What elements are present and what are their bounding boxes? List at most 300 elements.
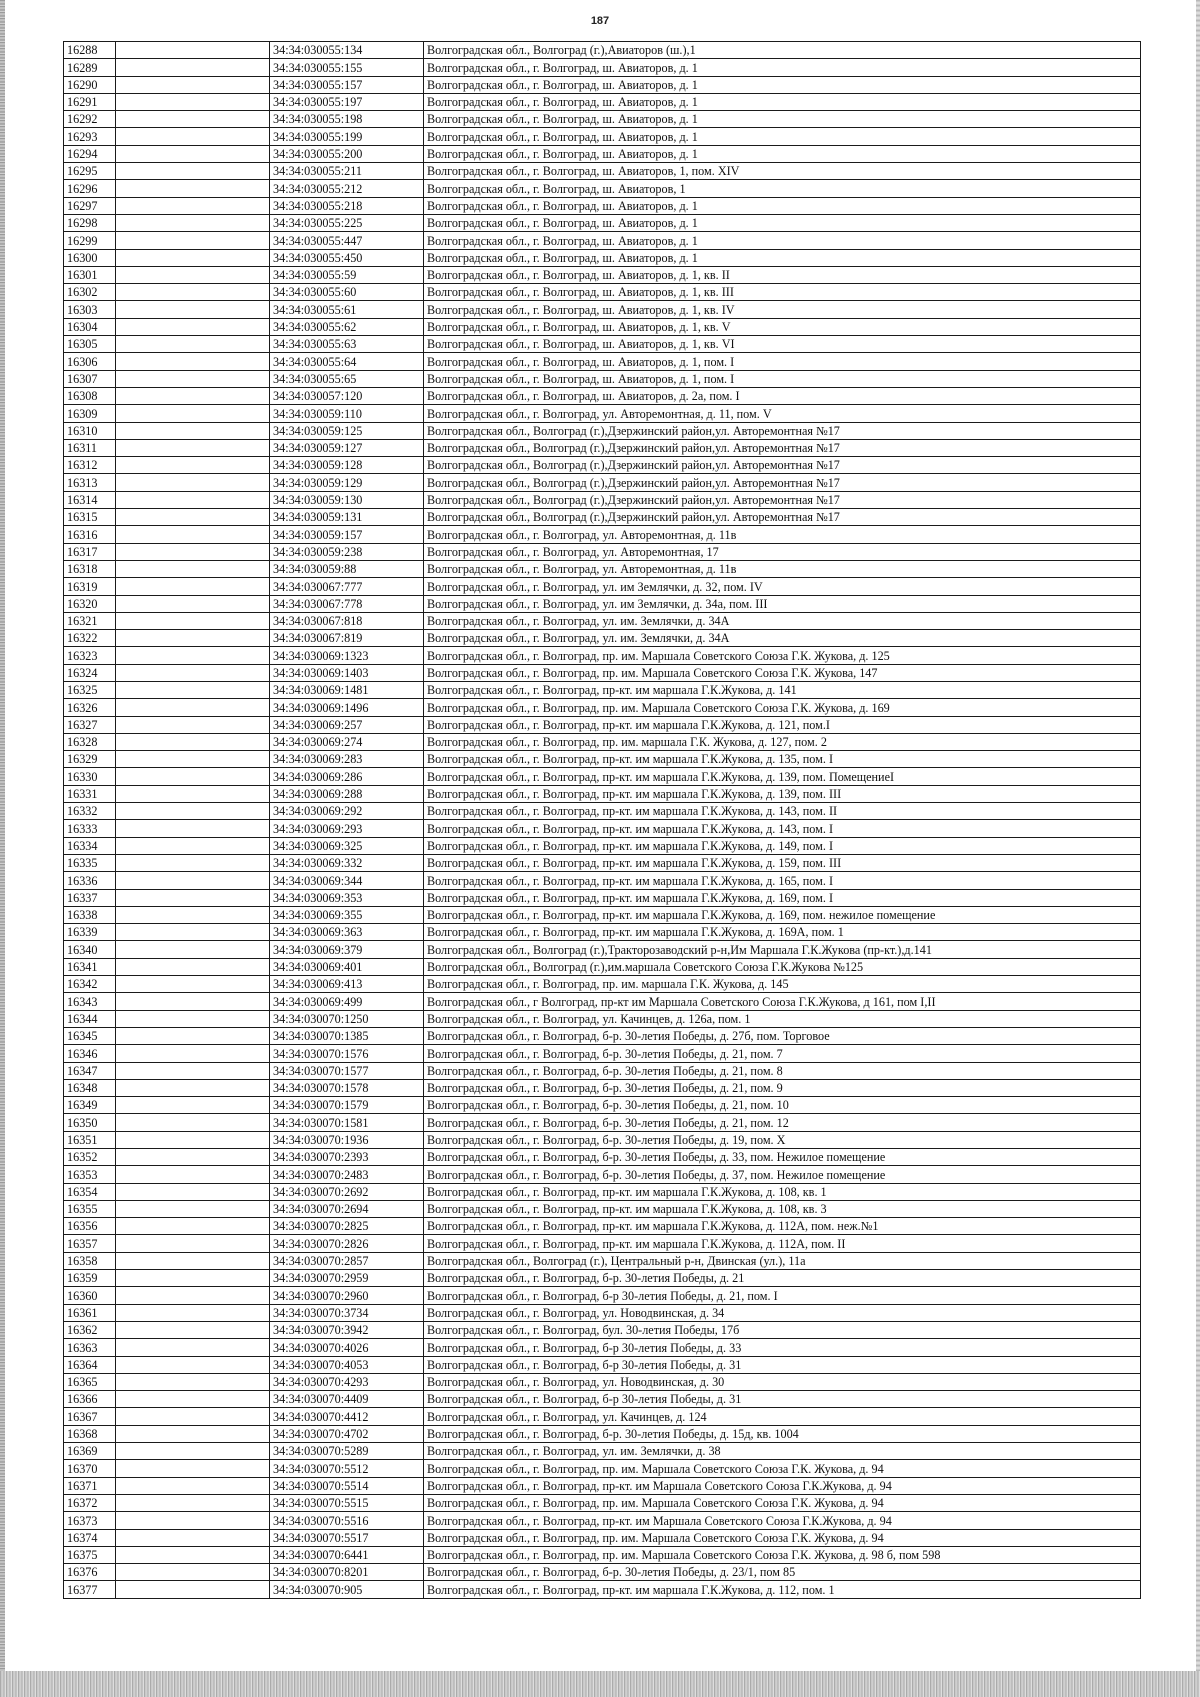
empty-cell <box>116 1149 270 1166</box>
table-row <box>64 1581 1141 1598</box>
address-cell: Волгоградская обл., г. Волгоград, ш. Авиаторов, 1, пом. XIV <box>424 163 1141 180</box>
row-number-cell: 16327 <box>64 716 116 733</box>
empty-cell <box>116 612 270 629</box>
empty-cell <box>116 958 270 975</box>
empty-cell <box>116 387 270 404</box>
row-number-cell: 16300 <box>64 249 116 266</box>
table-row <box>64 837 1141 854</box>
row-number-cell: 16298 <box>64 214 116 231</box>
empty-cell <box>116 526 270 543</box>
table-row <box>64 163 1141 180</box>
address-cell: Волгоградская обл., г Волгоград, пр-кт им Маршала Советского Союза Г.К.Жукова, д 161, пом I,II <box>424 993 1141 1010</box>
scan-edge-right <box>1196 0 1200 1697</box>
empty-cell <box>116 906 270 923</box>
cadastral-number-cell: 34:34:030070:1579 <box>270 1097 424 1114</box>
table-row <box>64 733 1141 750</box>
address-cell: Волгоградская обл., г. Волгоград, ш. Авиаторов, д. 1, пом. I <box>424 370 1141 387</box>
row-number-cell: 16296 <box>64 180 116 197</box>
table-row <box>64 1097 1141 1114</box>
address-cell: Волгоградская обл., г. Волгоград, ул. Качинцев, д. 126а, пом. 1 <box>424 1010 1141 1027</box>
table-row <box>64 1564 1141 1581</box>
table-row <box>64 803 1141 820</box>
address-cell: Волгоградская обл., г. Волгоград, пр-кт. им маршала Г.К.Жукова, д. 169, пом. I <box>424 889 1141 906</box>
cadastral-number-cell: 34:34:030070:2694 <box>270 1200 424 1217</box>
row-number-cell: 16292 <box>64 111 116 128</box>
cadastral-number-cell: 34:34:030059:157 <box>270 526 424 543</box>
row-number-cell: 16363 <box>64 1339 116 1356</box>
cadastral-number-cell: 34:34:030055:157 <box>270 76 424 93</box>
table-row <box>64 1494 1141 1511</box>
cadastral-number-cell: 34:34:030055:62 <box>270 318 424 335</box>
row-number-cell: 16349 <box>64 1097 116 1114</box>
table-row <box>64 1045 1141 1062</box>
table-row <box>64 197 1141 214</box>
table-row <box>64 1149 1141 1166</box>
empty-cell <box>116 1045 270 1062</box>
empty-cell <box>116 1460 270 1477</box>
table-row <box>64 1027 1141 1044</box>
row-number-cell: 16310 <box>64 422 116 439</box>
address-cell: Волгоградская обл., г. Волгоград, пр-кт. им маршала Г.К.Жукова, д. 141 <box>424 681 1141 698</box>
row-number-cell: 16353 <box>64 1166 116 1183</box>
table-row <box>64 1270 1141 1287</box>
empty-cell <box>116 1218 270 1235</box>
address-cell: Волгоградская обл., г. Волгоград, пр. им. маршала Г.К. Жукова, д. 127, пом. 2 <box>424 733 1141 750</box>
address-cell: Волгоградская обл., г. Волгоград, б-р. 30-летия Победы, д. 33, пом. Нежилое помещение <box>424 1149 1141 1166</box>
address-cell: Волгоградская обл., г. Волгоград, пр-кт. им маршала Г.К.Жукова, д. 149, пом. I <box>424 837 1141 854</box>
table-row <box>64 180 1141 197</box>
cadastral-number-cell: 34:34:030070:2826 <box>270 1235 424 1252</box>
table-row <box>64 128 1141 145</box>
row-number-cell: 16323 <box>64 647 116 664</box>
row-number-cell: 16343 <box>64 993 116 1010</box>
address-cell: Волгоградская обл., г. Волгоград, пр-кт. им маршала Г.К.Жукова, д. 108, кв. 1 <box>424 1183 1141 1200</box>
row-number-cell: 16322 <box>64 630 116 647</box>
table-row <box>64 1304 1141 1321</box>
empty-cell <box>116 1391 270 1408</box>
address-cell: Волгоградская обл., г. Волгоград, пр. им. Маршала Советского Союза Г.К. Жукова, д. 94 <box>424 1529 1141 1546</box>
address-cell: Волгоградская обл., Волгоград (г.),Дзержинский район,ул. Авторемонтная №17 <box>424 474 1141 491</box>
table-row <box>64 1339 1141 1356</box>
table-row <box>64 1235 1141 1252</box>
cadastral-number-cell: 34:34:030067:778 <box>270 595 424 612</box>
row-number-cell: 16340 <box>64 941 116 958</box>
cadastral-number-cell: 34:34:030055:63 <box>270 336 424 353</box>
row-number-cell: 16328 <box>64 733 116 750</box>
empty-cell <box>116 214 270 231</box>
cadastral-number-cell: 34:34:030070:5516 <box>270 1512 424 1529</box>
table-row <box>64 457 1141 474</box>
address-cell: Волгоградская обл., г. Волгоград, ш. Авиаторов, д. 1, кв. III <box>424 284 1141 301</box>
table-row <box>64 612 1141 629</box>
table-row <box>64 232 1141 249</box>
table-row <box>64 42 1141 59</box>
row-number-cell: 16333 <box>64 820 116 837</box>
table-row <box>64 370 1141 387</box>
table-row <box>64 1477 1141 1494</box>
row-number-cell: 16366 <box>64 1391 116 1408</box>
row-number-cell: 16332 <box>64 803 116 820</box>
table-row <box>64 664 1141 681</box>
table-row <box>64 1529 1141 1546</box>
address-cell: Волгоградская обл., г. Волгоград, б-р. 30-летия Победы, д. 21, пом. 12 <box>424 1114 1141 1131</box>
address-cell: Волгоградская обл., г. Волгоград, пр. им. Маршала Советского Союза Г.К. Жукова, д. 94 <box>424 1494 1141 1511</box>
empty-cell <box>116 93 270 110</box>
empty-cell <box>116 353 270 370</box>
address-cell: Волгоградская обл., Волгоград (г.),Тракторозаводский р-н,Им Маршала Г.К.Жукова (пр-кт.),д.141 <box>424 941 1141 958</box>
row-number-cell: 16339 <box>64 924 116 941</box>
row-number-cell: 16334 <box>64 837 116 854</box>
table-row <box>64 509 1141 526</box>
table-row <box>64 439 1141 456</box>
empty-cell <box>116 803 270 820</box>
table-row <box>64 318 1141 335</box>
address-cell: Волгоградская обл., г. Волгоград, пр. им. маршала Г.К. Жукова, д. 145 <box>424 976 1141 993</box>
table-row <box>64 993 1141 1010</box>
row-number-cell: 16313 <box>64 474 116 491</box>
cadastral-number-cell: 34:34:030067:818 <box>270 612 424 629</box>
row-number-cell: 16356 <box>64 1218 116 1235</box>
scan-edge-bottom <box>0 1671 1200 1697</box>
empty-cell <box>116 560 270 577</box>
cadastral-number-cell: 34:34:030055:134 <box>270 42 424 59</box>
cadastral-number-cell: 34:34:030070:4702 <box>270 1425 424 1442</box>
address-cell: Волгоградская обл., Волгоград (г.),Дзержинский район,ул. Авторемонтная №17 <box>424 422 1141 439</box>
row-number-cell: 16325 <box>64 681 116 698</box>
address-cell: Волгоградская обл., г. Волгоград, пр-кт. им Маршала Советского Союза Г.К.Жукова, д. 94 <box>424 1477 1141 1494</box>
row-number-cell: 16341 <box>64 958 116 975</box>
cadastral-number-cell: 34:34:030069:325 <box>270 837 424 854</box>
empty-cell <box>116 681 270 698</box>
empty-cell <box>116 197 270 214</box>
address-cell: Волгоградская обл., г. Волгоград, ш. Авиаторов, д. 1, кв. IV <box>424 301 1141 318</box>
cadastral-number-cell: 34:34:030069:274 <box>270 733 424 750</box>
scan-edge-left <box>0 0 5 1697</box>
table-row <box>64 1252 1141 1269</box>
empty-cell <box>116 595 270 612</box>
row-number-cell: 16360 <box>64 1287 116 1304</box>
cadastral-number-cell: 34:34:030070:4026 <box>270 1339 424 1356</box>
cadastral-number-cell: 34:34:030070:4053 <box>270 1356 424 1373</box>
address-cell: Волгоградская обл., г. Волгоград, ул. Авторемонтная, д. 11в <box>424 560 1141 577</box>
address-cell: Волгоградская обл., г. Волгоград, пр-кт. им маршала Г.К.Жукова, д. 159, пом. III <box>424 854 1141 871</box>
cadastral-number-cell: 34:34:030059:131 <box>270 509 424 526</box>
address-cell: Волгоградская обл., г. Волгоград, пр-кт. им маршала Г.К.Жукова, д. 143, пом. II <box>424 803 1141 820</box>
address-cell: Волгоградская обл., Волгоград (г.),Дзержинский район,ул. Авторемонтная №17 <box>424 439 1141 456</box>
address-cell: Волгоградская обл., г. Волгоград, ул. Новодвинская, д. 34 <box>424 1304 1141 1321</box>
address-cell: Волгоградская обл., г. Волгоград, ул. им. Землячки, д. 34А <box>424 612 1141 629</box>
row-number-cell: 16306 <box>64 353 116 370</box>
empty-cell <box>116 872 270 889</box>
table-row <box>64 526 1141 543</box>
row-number-cell: 16294 <box>64 145 116 162</box>
address-cell: Волгоградская обл., г. Волгоград, пр-кт. им маршала Г.К.Жукова, д. 108, кв. 3 <box>424 1200 1141 1217</box>
cadastral-number-cell: 34:34:030055:218 <box>270 197 424 214</box>
empty-cell <box>116 42 270 59</box>
empty-cell <box>116 422 270 439</box>
empty-cell <box>116 1062 270 1079</box>
row-number-cell: 16288 <box>64 42 116 59</box>
address-cell: Волгоградская обл., г. Волгоград, пр-кт. им маршала Г.К.Жукова, д. 169, пом. нежилое помещение <box>424 906 1141 923</box>
empty-cell <box>116 733 270 750</box>
row-number-cell: 16373 <box>64 1512 116 1529</box>
address-cell: Волгоградская обл., г. Волгоград, ул. Качинцев, д. 124 <box>424 1408 1141 1425</box>
table-row <box>64 1546 1141 1563</box>
cadastral-number-cell: 34:34:030070:1936 <box>270 1131 424 1148</box>
cadastral-number-cell: 34:34:030070:6441 <box>270 1546 424 1563</box>
table-row <box>64 906 1141 923</box>
cadastral-number-cell: 34:34:030055:199 <box>270 128 424 145</box>
row-number-cell: 16348 <box>64 1079 116 1096</box>
address-cell: Волгоградская обл., г. Волгоград, ш. Авиаторов, д. 1, кв. VI <box>424 336 1141 353</box>
empty-cell <box>116 664 270 681</box>
row-number-cell: 16314 <box>64 491 116 508</box>
row-number-cell: 16361 <box>64 1304 116 1321</box>
row-number-cell: 16326 <box>64 699 116 716</box>
empty-cell <box>116 924 270 941</box>
row-number-cell: 16369 <box>64 1443 116 1460</box>
table-row <box>64 941 1141 958</box>
table-row <box>64 1079 1141 1096</box>
empty-cell <box>116 1235 270 1252</box>
empty-cell <box>116 1512 270 1529</box>
cadastral-number-cell: 34:34:030070:4409 <box>270 1391 424 1408</box>
empty-cell <box>116 1339 270 1356</box>
cadastral-number-cell: 34:34:030055:197 <box>270 93 424 110</box>
address-cell: Волгоградская обл., г. Волгоград, ш. Авиаторов, д. 1 <box>424 197 1141 214</box>
empty-cell <box>116 128 270 145</box>
row-number-cell: 16291 <box>64 93 116 110</box>
cadastral-number-cell: 34:34:030070:1576 <box>270 1045 424 1062</box>
registry-table-body <box>64 42 1141 1599</box>
address-cell: Волгоградская обл., г. Волгоград, пр-кт. им маршала Г.К.Жукова, д. 135, пом. I <box>424 751 1141 768</box>
row-number-cell: 16316 <box>64 526 116 543</box>
cadastral-number-cell: 34:34:030069:344 <box>270 872 424 889</box>
row-number-cell: 16342 <box>64 976 116 993</box>
empty-cell <box>116 266 270 283</box>
address-cell: Волгоградская обл., г. Волгоград, б-р. 30-летия Победы, д. 21 <box>424 1270 1141 1287</box>
empty-cell <box>116 111 270 128</box>
cadastral-number-cell: 34:34:030070:2393 <box>270 1149 424 1166</box>
empty-cell <box>116 543 270 560</box>
row-number-cell: 16302 <box>64 284 116 301</box>
empty-cell <box>116 976 270 993</box>
table-row <box>64 872 1141 889</box>
table-row <box>64 284 1141 301</box>
address-cell: Волгоградская обл., г. Волгоград, ул. Авторемонтная, д. 11в <box>424 526 1141 543</box>
empty-cell <box>116 1581 270 1598</box>
cadastral-number-cell: 34:34:030069:1481 <box>270 681 424 698</box>
table-row <box>64 681 1141 698</box>
empty-cell <box>116 1027 270 1044</box>
address-cell: Волгоградская обл., г. Волгоград, ул. им Землячки, д. 34а, пом. III <box>424 595 1141 612</box>
table-row <box>64 543 1141 560</box>
cadastral-number-cell: 34:34:030059:88 <box>270 560 424 577</box>
row-number-cell: 16337 <box>64 889 116 906</box>
empty-cell <box>116 785 270 802</box>
address-cell: Волгоградская обл., г. Волгоград, б-р. 30-летия Победы, д. 21, пом. 7 <box>424 1045 1141 1062</box>
row-number-cell: 16304 <box>64 318 116 335</box>
cadastral-number-cell: 34:34:030069:288 <box>270 785 424 802</box>
table-row <box>64 1010 1141 1027</box>
address-cell: Волгоградская обл., г. Волгоград, ул. Новодвинская, д. 30 <box>424 1373 1141 1390</box>
row-number-cell: 16376 <box>64 1564 116 1581</box>
empty-cell <box>116 457 270 474</box>
cadastral-number-cell: 34:34:030069:401 <box>270 958 424 975</box>
table-row <box>64 958 1141 975</box>
table-row <box>64 76 1141 93</box>
table-row <box>64 1218 1141 1235</box>
row-number-cell: 16368 <box>64 1425 116 1442</box>
cadastral-number-cell: 34:34:030055:225 <box>270 214 424 231</box>
row-number-cell: 16374 <box>64 1529 116 1546</box>
empty-cell <box>116 1443 270 1460</box>
empty-cell <box>116 768 270 785</box>
cadastral-number-cell: 34:34:030070:2857 <box>270 1252 424 1269</box>
address-cell: Волгоградская обл., г. Волгоград, ш. Авиаторов, д. 1, кв. II <box>424 266 1141 283</box>
table-row <box>64 924 1141 941</box>
row-number-cell: 16354 <box>64 1183 116 1200</box>
empty-cell <box>116 405 270 422</box>
empty-cell <box>116 1408 270 1425</box>
cadastral-number-cell: 34:34:030069:293 <box>270 820 424 837</box>
empty-cell <box>116 301 270 318</box>
cadastral-number-cell: 34:34:030070:4293 <box>270 1373 424 1390</box>
cadastral-number-cell: 34:34:030067:777 <box>270 578 424 595</box>
cadastral-number-cell: 34:34:030055:198 <box>270 111 424 128</box>
table-row <box>64 1287 1141 1304</box>
empty-cell <box>116 1356 270 1373</box>
table-row <box>64 1114 1141 1131</box>
table-row <box>64 751 1141 768</box>
cadastral-number-cell: 34:34:030069:353 <box>270 889 424 906</box>
row-number-cell: 16345 <box>64 1027 116 1044</box>
cadastral-number-cell: 34:34:030070:3942 <box>270 1321 424 1338</box>
address-cell: Волгоградская обл., г. Волгоград, б-р 30-летия Победы, д. 31 <box>424 1356 1141 1373</box>
address-cell: Волгоградская обл., г. Волгоград, пр-кт. им маршала Г.К.Жукова, д. 112А, пом. II <box>424 1235 1141 1252</box>
cadastral-number-cell: 34:34:030055:65 <box>270 370 424 387</box>
row-number-cell: 16357 <box>64 1235 116 1252</box>
empty-cell <box>116 370 270 387</box>
address-cell: Волгоградская обл., г. Волгоград, б-р. 30-летия Победы, д. 19, пом. X <box>424 1131 1141 1148</box>
empty-cell <box>116 820 270 837</box>
table-row <box>64 249 1141 266</box>
cadastral-number-cell: 34:34:030070:8201 <box>270 1564 424 1581</box>
row-number-cell: 16317 <box>64 543 116 560</box>
address-cell: Волгоградская обл., г. Волгоград, ул. им. Землячки, д. 38 <box>424 1443 1141 1460</box>
row-number-cell: 16320 <box>64 595 116 612</box>
cadastral-number-cell: 34:34:030069:1323 <box>270 647 424 664</box>
cadastral-number-cell: 34:34:030055:59 <box>270 266 424 283</box>
cadastral-number-cell: 34:34:030069:379 <box>270 941 424 958</box>
row-number-cell: 16290 <box>64 76 116 93</box>
cadastral-number-cell: 34:34:030069:283 <box>270 751 424 768</box>
table-row <box>64 1443 1141 1460</box>
empty-cell <box>116 993 270 1010</box>
table-row <box>64 59 1141 76</box>
row-number-cell: 16346 <box>64 1045 116 1062</box>
cadastral-number-cell: 34:34:030055:211 <box>270 163 424 180</box>
cadastral-number-cell: 34:34:030070:1581 <box>270 1114 424 1131</box>
empty-cell <box>116 1270 270 1287</box>
table-row <box>64 1062 1141 1079</box>
cadastral-number-cell: 34:34:030070:5517 <box>270 1529 424 1546</box>
table-row <box>64 301 1141 318</box>
address-cell: Волгоградская обл., г. Волгоград, пр-кт. им Маршала Советского Союза Г.К.Жукова, д. 94 <box>424 1512 1141 1529</box>
row-number-cell: 16338 <box>64 906 116 923</box>
empty-cell <box>116 837 270 854</box>
row-number-cell: 16350 <box>64 1114 116 1131</box>
row-number-cell: 16305 <box>64 336 116 353</box>
address-cell: Волгоградская обл., Волгоград (г.), Центральный р-н, Двинская (ул.), 11а <box>424 1252 1141 1269</box>
table-row <box>64 491 1141 508</box>
table-row <box>64 1460 1141 1477</box>
table-row <box>64 1183 1141 1200</box>
empty-cell <box>116 1131 270 1148</box>
cadastral-number-cell: 34:34:030069:332 <box>270 854 424 871</box>
cadastral-number-cell: 34:34:030069:257 <box>270 716 424 733</box>
empty-cell <box>116 284 270 301</box>
table-row <box>64 1166 1141 1183</box>
empty-cell <box>116 1200 270 1217</box>
empty-cell <box>116 699 270 716</box>
table-row <box>64 336 1141 353</box>
empty-cell <box>116 474 270 491</box>
table-row <box>64 422 1141 439</box>
cadastral-number-cell: 34:34:030070:1577 <box>270 1062 424 1079</box>
empty-cell <box>116 889 270 906</box>
address-cell: Волгоградская обл., г. Волгоград, ш. Авиаторов, д. 1 <box>424 249 1141 266</box>
row-number-cell: 16312 <box>64 457 116 474</box>
empty-cell <box>116 1252 270 1269</box>
address-cell: Волгоградская обл., Волгоград (г.),Дзержинский район,ул. Авторемонтная №17 <box>424 509 1141 526</box>
address-cell: Волгоградская обл., г. Волгоград, б-р. 30-летия Победы, д. 21, пом. 10 <box>424 1097 1141 1114</box>
cadastral-number-cell: 34:34:030069:292 <box>270 803 424 820</box>
address-cell: Волгоградская обл., г. Волгоград, ш. Авиаторов, 1 <box>424 180 1141 197</box>
table-row <box>64 560 1141 577</box>
empty-cell <box>116 578 270 595</box>
cadastral-number-cell: 34:34:030069:355 <box>270 906 424 923</box>
table-row <box>64 820 1141 837</box>
address-cell: Волгоградская обл., г. Волгоград, б-р. 30-летия Победы, д. 37, пом. Нежилое помещение <box>424 1166 1141 1183</box>
row-number-cell: 16351 <box>64 1131 116 1148</box>
table-row <box>64 785 1141 802</box>
table-row <box>64 145 1141 162</box>
table-row <box>64 1200 1141 1217</box>
row-number-cell: 16319 <box>64 578 116 595</box>
cadastral-number-cell: 34:34:030067:819 <box>270 630 424 647</box>
address-cell: Волгоградская обл., г. Волгоград, пр-кт. им маршала Г.К.Жукова, д. 112А, пом. неж.№1 <box>424 1218 1141 1235</box>
table-row <box>64 353 1141 370</box>
cadastral-number-cell: 34:34:030055:450 <box>270 249 424 266</box>
row-number-cell: 16344 <box>64 1010 116 1027</box>
row-number-cell: 16367 <box>64 1408 116 1425</box>
address-cell: Волгоградская обл., Волгоград (г.),им.маршала Советского Союза Г.К.Жукова №125 <box>424 958 1141 975</box>
address-cell: Волгоградская обл., г. Волгоград, ш. Авиаторов, д. 1, пом. I <box>424 353 1141 370</box>
row-number-cell: 16301 <box>64 266 116 283</box>
address-cell: Волгоградская обл., г. Волгоград, ул. Авторемонтная, д. 11, пом. V <box>424 405 1141 422</box>
table-row <box>64 889 1141 906</box>
address-cell: Волгоградская обл., г. Волгоград, ш. Авиаторов, д. 1 <box>424 59 1141 76</box>
cadastral-number-cell: 34:34:030055:447 <box>270 232 424 249</box>
table-row <box>64 699 1141 716</box>
address-cell: Волгоградская обл., г. Волгоград, ш. Авиаторов, д. 1 <box>424 93 1141 110</box>
row-number-cell: 16311 <box>64 439 116 456</box>
empty-cell <box>116 647 270 664</box>
table-row <box>64 266 1141 283</box>
table-row <box>64 405 1141 422</box>
empty-cell <box>116 439 270 456</box>
